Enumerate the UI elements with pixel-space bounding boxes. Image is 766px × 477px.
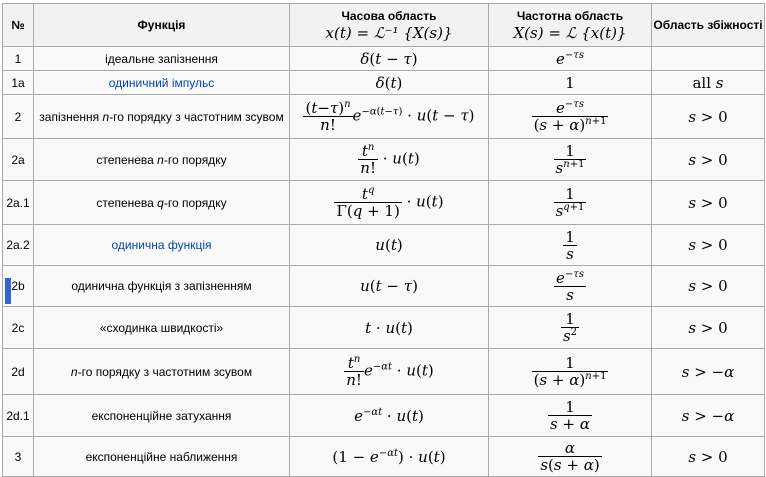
row-function[interactable]: [34, 71, 290, 95]
row-function: запізнення n-го порядку з частотним зсувом: [34, 95, 290, 139]
row-freq-formula: $\frac{1}{s^{n+1}}$: [489, 139, 652, 181]
row-freq-formula: $\frac{e^{-\tau s}}{(s + \alpha)^{n+1}}$: [489, 95, 652, 139]
row-roc: s > 0: [652, 181, 765, 225]
row-roc: [652, 47, 765, 71]
row-freq-formula: $\frac{1}{(s + \alpha)^{n+1}}$: [489, 349, 652, 395]
freq-domain-formula: X(s) = ℒ {x(t)}: [513, 23, 627, 42]
laplace-transform-table: [2, 3, 765, 477]
row-freq-formula: $\frac{\alpha}{s(s + \alpha)}$: [489, 437, 652, 477]
row-freq-formula: $\frac{1}{s + \alpha}$: [489, 395, 652, 437]
selection-marker: [5, 278, 11, 304]
row-roc: s > −α: [652, 349, 765, 395]
row-function: експоненційне наближення: [34, 437, 290, 477]
row-time-formula: $\frac{(t-\tau)^n}{n!}$ $e^{-\alpha(t-\tau)} \cdot u(t - \tau)$: [290, 95, 489, 139]
row-num: 2c: [3, 307, 34, 349]
table-row: [3, 95, 765, 139]
row-function: експоненційне затухання: [34, 395, 290, 437]
row-time-formula: $\frac{t^q}{\Gamma(q + 1)}$ · u(t): [290, 181, 489, 225]
row-time-formula: u(t): [290, 225, 489, 266]
row-num: 2a.2: [3, 225, 34, 266]
time-domain-title: Часова область: [341, 8, 437, 23]
row-time-formula: $\frac{t^n}{n!}$ · u(t): [290, 139, 489, 181]
row-freq-formula: $\frac{e^{-\tau s}}{s}$: [489, 266, 652, 307]
function-link[interactable]: одиничний імпульс: [108, 75, 215, 90]
table-row: [3, 225, 765, 266]
row-roc: s > 0: [652, 225, 765, 266]
row-time-formula: t · u(t): [290, 307, 489, 349]
table-row: [3, 307, 765, 349]
row-num: 1a: [3, 71, 34, 95]
time-domain-formula: x(t) = ℒ⁻¹ {X(s)}: [325, 23, 453, 42]
col-header-num: №: [3, 4, 34, 47]
row-roc: s > 0: [652, 266, 765, 307]
header-row: [3, 4, 765, 47]
row-num: 3: [3, 437, 34, 477]
row-function: степенева n-го порядку: [34, 139, 290, 181]
row-num: 2d.1: [3, 395, 34, 437]
row-num: 2a: [3, 139, 34, 181]
col-header-freq-domain: [489, 4, 652, 47]
row-function: степенева q-го порядку: [34, 181, 290, 225]
function-link[interactable]: одинична функція: [111, 238, 212, 252]
row-num: 2d: [3, 349, 34, 395]
row-function: n-го порядку з частотним зсувом: [34, 349, 290, 395]
row-time-formula: $(1 - e^{-\alpha t}) \cdot u(t)$: [290, 437, 489, 477]
row-function: одинична функція з запізненням: [34, 266, 290, 307]
col-header-time-domain: [290, 4, 489, 47]
row-roc: s > −α: [652, 395, 765, 437]
col-header-roc: Область збіжності: [652, 4, 765, 47]
row-roc: s > 0: [652, 95, 765, 139]
table-row: [3, 437, 765, 477]
row-num: 2: [3, 95, 34, 139]
row-freq-formula: $e^{-\tau s}$: [489, 47, 652, 71]
row-freq-formula: 1: [489, 71, 652, 95]
table-row: [3, 395, 765, 437]
row-time-formula: $\frac{t^n}{n!}$ $e^{-\alpha t} \cdot u(t)$: [290, 349, 489, 395]
table-row: [3, 71, 765, 95]
table-row: [3, 349, 765, 395]
row-function[interactable]: [34, 225, 290, 266]
row-freq-formula: $\frac{1}{s}$: [489, 225, 652, 266]
row-num: 1: [3, 47, 34, 71]
table-row: [3, 181, 765, 225]
row-function: ідеальне запізнення: [34, 47, 290, 71]
row-time-formula: δ(t − τ): [290, 47, 489, 71]
row-time-formula: $e^{-\alpha t} \cdot u(t)$: [290, 395, 489, 437]
row-roc: s > 0: [652, 307, 765, 349]
row-time-formula: u(t − τ): [290, 266, 489, 307]
row-num: [3, 266, 34, 307]
table-row: [3, 266, 765, 307]
row-freq-formula: $\frac{1}{s^2}$: [489, 307, 652, 349]
table-row: [3, 139, 765, 181]
row-num-text: 2b: [11, 279, 25, 293]
row-roc: s > 0: [652, 437, 765, 477]
row-function: «сходинка швидкості»: [34, 307, 290, 349]
row-num: 2a.1: [3, 181, 34, 225]
row-freq-formula: $\frac{1}{s^{q+1}}$: [489, 181, 652, 225]
col-header-function: Функція: [34, 4, 290, 47]
row-roc: all s: [652, 71, 765, 95]
row-time-formula: δ(t): [290, 71, 489, 95]
row-roc: s > 0: [652, 139, 765, 181]
freq-domain-title: Частотна область: [516, 8, 624, 23]
table-row: [3, 47, 765, 71]
